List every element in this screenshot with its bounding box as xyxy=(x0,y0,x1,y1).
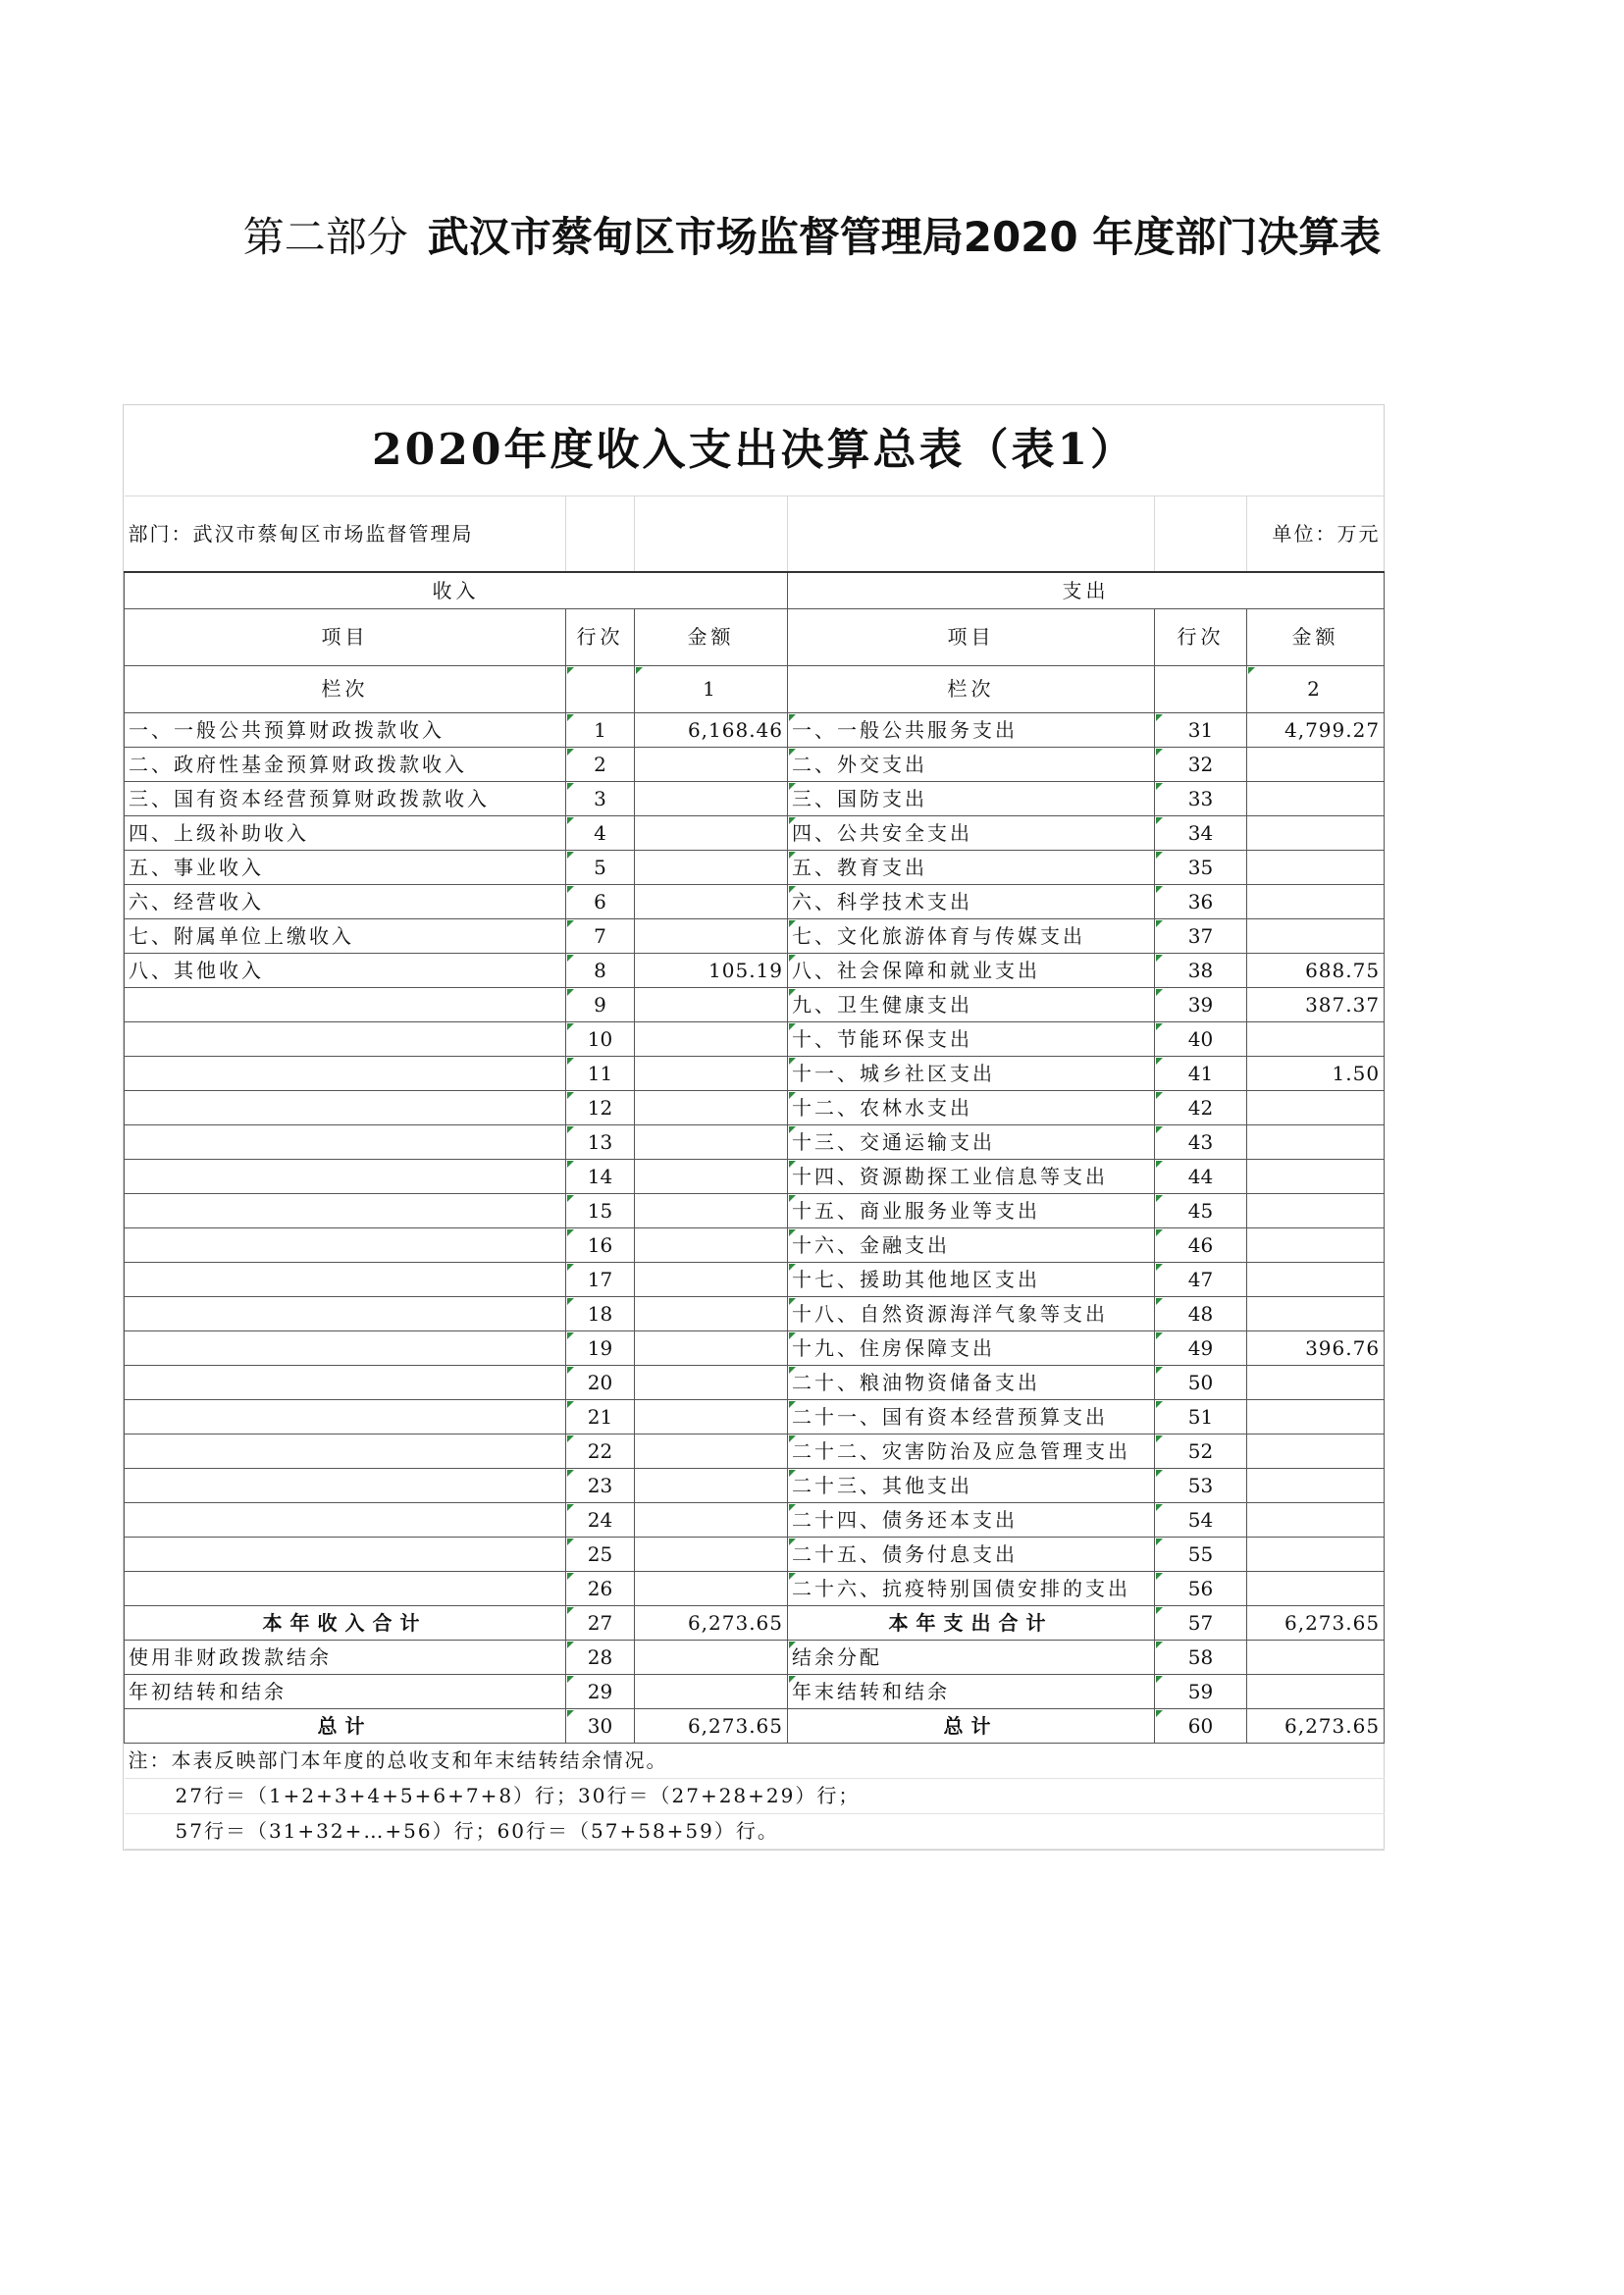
income-amount-cell xyxy=(635,850,788,884)
expense-line-cell: 50 xyxy=(1155,1365,1247,1399)
income-line-cell: 22 xyxy=(566,1434,635,1468)
income-item-cell: 三、国有资本经营预算财政拨款收入 xyxy=(125,781,566,815)
expense-item-cell: 二十四、债务还本支出 xyxy=(788,1502,1155,1537)
expense-amount-cell xyxy=(1247,918,1385,953)
expense-line-cell: 41 xyxy=(1155,1056,1247,1090)
income-amount-header: 金额 xyxy=(635,608,788,665)
expense-amount-cell xyxy=(1247,1468,1385,1502)
department-label: 部门：武汉市蔡甸区市场监督管理局 xyxy=(125,496,566,572)
expense-item-cell: 一、一般公共服务支出 xyxy=(788,712,1155,747)
income-amount-cell xyxy=(635,1640,788,1674)
income-amount-cell xyxy=(635,1124,788,1159)
income-item-cell xyxy=(125,1537,566,1571)
expense-line-cell: 56 xyxy=(1155,1571,1247,1605)
table-row xyxy=(125,815,1385,850)
income-item-cell xyxy=(125,1296,566,1330)
income-item-cell xyxy=(125,1262,566,1296)
income-amount-cell xyxy=(635,1056,788,1090)
income-line-cell: 18 xyxy=(566,1296,635,1330)
expense-item-cell: 四、公共安全支出 xyxy=(788,815,1155,850)
income-item-cell: 五、事业收入 xyxy=(125,850,566,884)
income-line-cell: 15 xyxy=(566,1193,635,1227)
income-line-cell: 6 xyxy=(566,884,635,918)
income-item-cell: 年初结转和结余 xyxy=(125,1674,566,1708)
income-amount-cell xyxy=(635,1502,788,1537)
income-line-cell: 11 xyxy=(566,1056,635,1090)
expense-amount-cell: 6,273.65 xyxy=(1247,1708,1385,1743)
income-item-cell xyxy=(125,1021,566,1056)
table-row xyxy=(125,1640,1385,1674)
income-line-cell: 7 xyxy=(566,918,635,953)
table-row xyxy=(125,781,1385,815)
expense-line-cell: 54 xyxy=(1155,1502,1247,1537)
expense-amount-cell xyxy=(1247,1399,1385,1434)
expense-section-header: 支出 xyxy=(788,572,1385,608)
table-row xyxy=(125,1571,1385,1605)
expense-amount-cell xyxy=(1247,1193,1385,1227)
expense-item-cell: 十三、交通运输支出 xyxy=(788,1124,1155,1159)
income-line-cell: 8 xyxy=(566,953,635,987)
expense-amount-cell: 387.37 xyxy=(1247,987,1385,1021)
income-item-cell xyxy=(125,1468,566,1502)
expense-amount-cell xyxy=(1247,747,1385,781)
income-amount-cell xyxy=(635,1090,788,1124)
table-note: 27行＝（1+2+3+4+5+6+7+8）行；30行＝（27+28+29）行； xyxy=(125,1778,1385,1813)
expense-item-cell: 结余分配 xyxy=(788,1640,1155,1674)
income-item-cell xyxy=(125,1365,566,1399)
expense-line-cell: 46 xyxy=(1155,1227,1247,1262)
expense-amount-cell: 6,273.65 xyxy=(1247,1605,1385,1640)
table-row xyxy=(125,953,1385,987)
income-item-cell xyxy=(125,987,566,1021)
expense-item-cell: 十七、援助其他地区支出 xyxy=(788,1262,1155,1296)
income-line-cell: 1 xyxy=(566,712,635,747)
expense-item-cell: 二十六、抗疫特别国债安排的支出 xyxy=(788,1571,1155,1605)
income-amount-cell xyxy=(635,987,788,1021)
expense-amount-cell: 1.50 xyxy=(1247,1056,1385,1090)
income-amount-cell xyxy=(635,1330,788,1365)
income-item-cell xyxy=(125,1124,566,1159)
income-amount-cell xyxy=(635,747,788,781)
expense-line-cell: 42 xyxy=(1155,1090,1247,1124)
expense-amount-cell xyxy=(1247,1537,1385,1571)
income-amount-cell xyxy=(635,815,788,850)
expense-item-cell: 八、社会保障和就业支出 xyxy=(788,953,1155,987)
income-item-cell xyxy=(125,1090,566,1124)
expense-amount-cell xyxy=(1247,781,1385,815)
income-line-cell: 4 xyxy=(566,815,635,850)
income-amount-cell: 105.19 xyxy=(635,953,788,987)
expense-line-cell: 34 xyxy=(1155,815,1247,850)
expense-line-cell: 60 xyxy=(1155,1708,1247,1743)
income-amount-cell xyxy=(635,1571,788,1605)
expense-amount-cell xyxy=(1247,1296,1385,1330)
expense-item-cell: 二十二、灾害防治及应急管理支出 xyxy=(788,1434,1155,1468)
expense-line-cell: 55 xyxy=(1155,1537,1247,1571)
expense-item-cell: 总计 xyxy=(788,1708,1155,1743)
expense-item-cell: 本年支出合计 xyxy=(788,1605,1155,1640)
expense-item-cell: 十四、资源勘探工业信息等支出 xyxy=(788,1159,1155,1193)
expense-amount-cell xyxy=(1247,1090,1385,1124)
table-row xyxy=(125,1399,1385,1434)
expense-line-cell: 39 xyxy=(1155,987,1247,1021)
expense-item-cell: 十五、商业服务业等支出 xyxy=(788,1193,1155,1227)
expense-amount-cell xyxy=(1247,1365,1385,1399)
income-amount-cell xyxy=(635,1674,788,1708)
income-item-cell: 一、一般公共预算财政拨款收入 xyxy=(125,712,566,747)
table-row xyxy=(125,1021,1385,1056)
income-item-cell: 总计 xyxy=(125,1708,566,1743)
income-amount-cell: 6,273.65 xyxy=(635,1605,788,1640)
table-row xyxy=(125,1296,1385,1330)
income-line-cell: 30 xyxy=(566,1708,635,1743)
table-row xyxy=(125,1434,1385,1468)
expense-item-cell: 十六、金融支出 xyxy=(788,1227,1155,1262)
expense-line-cell: 31 xyxy=(1155,712,1247,747)
income-amount-cell xyxy=(635,1021,788,1056)
expense-line-cell: 37 xyxy=(1155,918,1247,953)
income-amount-cell xyxy=(635,1296,788,1330)
table-note: 57行＝（31+32+…+56）行；60行＝（57+58+59）行。 xyxy=(125,1813,1385,1849)
expense-item-cell: 六、科学技术支出 xyxy=(788,884,1155,918)
expense-amount-cell xyxy=(1247,850,1385,884)
expense-item-cell: 五、教育支出 xyxy=(788,850,1155,884)
income-line-cell: 3 xyxy=(566,781,635,815)
expense-amount-cell xyxy=(1247,1502,1385,1537)
document-heading xyxy=(0,208,1624,267)
income-amount-cell xyxy=(635,918,788,953)
table-row xyxy=(125,918,1385,953)
table-row xyxy=(125,1330,1385,1365)
expense-line-cell: 47 xyxy=(1155,1262,1247,1296)
income-line-cell: 26 xyxy=(566,1571,635,1605)
income-amount-cell xyxy=(635,884,788,918)
income-line-header: 行次 xyxy=(566,608,635,665)
table-row xyxy=(125,712,1385,747)
expense-item-cell: 十一、城乡社区支出 xyxy=(788,1056,1155,1090)
income-line-cell: 28 xyxy=(566,1640,635,1674)
income-item-cell: 六、经营收入 xyxy=(125,884,566,918)
expense-line-cell: 51 xyxy=(1155,1399,1247,1434)
expense-index-number: 2 xyxy=(1247,665,1385,712)
income-amount-cell xyxy=(635,1227,788,1262)
expense-amount-cell xyxy=(1247,815,1385,850)
expense-amount-cell xyxy=(1247,1159,1385,1193)
expense-index-line xyxy=(1155,665,1247,712)
income-amount-cell xyxy=(635,1365,788,1399)
table-row xyxy=(125,1227,1385,1262)
expense-item-cell: 二、外交支出 xyxy=(788,747,1155,781)
expense-line-header: 行次 xyxy=(1155,608,1247,665)
income-amount-cell xyxy=(635,1262,788,1296)
expense-line-cell: 52 xyxy=(1155,1434,1247,1468)
income-item-cell: 二、政府性基金预算财政拨款收入 xyxy=(125,747,566,781)
income-index-number: 1 xyxy=(635,665,788,712)
income-index-label: 栏次 xyxy=(125,665,566,712)
note-row xyxy=(125,1743,1385,1778)
income-amount-cell xyxy=(635,1537,788,1571)
expense-line-cell: 44 xyxy=(1155,1159,1247,1193)
income-item-cell: 四、上级补助收入 xyxy=(125,815,566,850)
expense-amount-cell: 4,799.27 xyxy=(1247,712,1385,747)
income-line-cell: 23 xyxy=(566,1468,635,1502)
expense-item-cell: 九、卫生健康支出 xyxy=(788,987,1155,1021)
income-line-cell: 2 xyxy=(566,747,635,781)
expense-line-cell: 59 xyxy=(1155,1674,1247,1708)
expense-amount-cell xyxy=(1247,1124,1385,1159)
expense-line-cell: 53 xyxy=(1155,1468,1247,1502)
table-row xyxy=(125,1262,1385,1296)
income-line-cell: 29 xyxy=(566,1674,635,1708)
table-note: 注：本表反映部门本年度的总收支和年末结转结余情况。 xyxy=(125,1743,1385,1778)
expense-item-cell: 年末结转和结余 xyxy=(788,1674,1155,1708)
budget-summary-sheet xyxy=(123,404,1385,1851)
income-line-cell: 16 xyxy=(566,1227,635,1262)
expense-amount-cell xyxy=(1247,1262,1385,1296)
note-row xyxy=(125,1778,1385,1813)
table-row xyxy=(125,884,1385,918)
income-amount-cell xyxy=(635,1468,788,1502)
table-row xyxy=(125,1674,1385,1708)
income-line-cell: 20 xyxy=(566,1365,635,1399)
income-line-cell: 12 xyxy=(566,1090,635,1124)
expense-item-cell: 三、国防支出 xyxy=(788,781,1155,815)
income-amount-cell xyxy=(635,1434,788,1468)
expense-item-cell: 二十三、其他支出 xyxy=(788,1468,1155,1502)
expense-amount-cell xyxy=(1247,1640,1385,1674)
heading-part: 第二部分 xyxy=(242,213,408,261)
note-row xyxy=(125,1813,1385,1849)
income-line-cell: 21 xyxy=(566,1399,635,1434)
meta-empty-cell xyxy=(1155,496,1247,572)
expense-amount-cell xyxy=(1247,1571,1385,1605)
expense-amount-header: 金额 xyxy=(1247,608,1385,665)
income-item-cell: 七、附属单位上缴收入 xyxy=(125,918,566,953)
table-title: 2020年度收入支出决算总表（表1） xyxy=(125,405,1385,496)
income-item-cell xyxy=(125,1399,566,1434)
income-line-cell: 10 xyxy=(566,1021,635,1056)
income-item-cell: 本年收入合计 xyxy=(125,1605,566,1640)
income-item-cell xyxy=(125,1330,566,1365)
income-item-cell xyxy=(125,1193,566,1227)
income-item-cell xyxy=(125,1571,566,1605)
expense-item-cell: 十八、自然资源海洋气象等支出 xyxy=(788,1296,1155,1330)
income-amount-cell xyxy=(635,1159,788,1193)
table-row xyxy=(125,1193,1385,1227)
income-amount-cell xyxy=(635,1399,788,1434)
expense-item-cell: 二十一、国有资本经营预算支出 xyxy=(788,1399,1155,1434)
expense-amount-cell xyxy=(1247,1021,1385,1056)
expense-line-cell: 32 xyxy=(1155,747,1247,781)
expense-amount-cell: 688.75 xyxy=(1247,953,1385,987)
income-line-cell: 17 xyxy=(566,1262,635,1296)
table-row xyxy=(125,1159,1385,1193)
income-index-line xyxy=(566,665,635,712)
subtotal-row xyxy=(125,1605,1385,1640)
expense-line-cell: 38 xyxy=(1155,953,1247,987)
income-line-cell: 14 xyxy=(566,1159,635,1193)
expense-line-cell: 49 xyxy=(1155,1330,1247,1365)
income-section-header: 收入 xyxy=(125,572,788,608)
income-item-cell xyxy=(125,1502,566,1537)
expense-amount-cell xyxy=(1247,1227,1385,1262)
income-amount-cell xyxy=(635,781,788,815)
expense-line-cell: 58 xyxy=(1155,1640,1247,1674)
income-line-cell: 27 xyxy=(566,1605,635,1640)
income-item-cell xyxy=(125,1434,566,1468)
meta-empty-cell xyxy=(788,496,1155,572)
unit-label: 单位：万元 xyxy=(1247,496,1385,572)
expense-line-cell: 35 xyxy=(1155,850,1247,884)
heading-title: 武汉市蔡甸区市场监督管理局2020 年度部门决算表 xyxy=(427,213,1382,261)
table-row xyxy=(125,1056,1385,1090)
table-row xyxy=(125,1124,1385,1159)
expense-item-cell: 二十五、债务付息支出 xyxy=(788,1537,1155,1571)
meta-empty-cell xyxy=(566,496,635,572)
expense-amount-cell: 396.76 xyxy=(1247,1330,1385,1365)
expense-amount-cell xyxy=(1247,1674,1385,1708)
income-line-cell: 25 xyxy=(566,1537,635,1571)
grand-total-row xyxy=(125,1708,1385,1743)
expense-item-cell: 十九、住房保障支出 xyxy=(788,1330,1155,1365)
income-item-cell xyxy=(125,1159,566,1193)
budget-summary-table xyxy=(124,405,1385,1850)
expense-item-header: 项目 xyxy=(788,608,1155,665)
expense-line-cell: 57 xyxy=(1155,1605,1247,1640)
income-line-cell: 5 xyxy=(566,850,635,884)
expense-line-cell: 40 xyxy=(1155,1021,1247,1056)
expense-item-cell: 七、文化旅游体育与传媒支出 xyxy=(788,918,1155,953)
expense-line-cell: 45 xyxy=(1155,1193,1247,1227)
table-row xyxy=(125,747,1385,781)
expense-amount-cell xyxy=(1247,1434,1385,1468)
income-item-cell: 使用非财政拨款结余 xyxy=(125,1640,566,1674)
table-row xyxy=(125,1537,1385,1571)
table-row xyxy=(125,1468,1385,1502)
income-item-header: 项目 xyxy=(125,608,566,665)
income-item-cell xyxy=(125,1227,566,1262)
table-row xyxy=(125,1365,1385,1399)
expense-item-cell: 十、节能环保支出 xyxy=(788,1021,1155,1056)
table-row xyxy=(125,987,1385,1021)
table-row xyxy=(125,1502,1385,1537)
income-amount-cell xyxy=(635,1193,788,1227)
meta-empty-cell xyxy=(635,496,788,572)
expense-line-cell: 33 xyxy=(1155,781,1247,815)
expense-item-cell: 二十、粮油物资储备支出 xyxy=(788,1365,1155,1399)
expense-line-cell: 43 xyxy=(1155,1124,1247,1159)
table-row xyxy=(125,850,1385,884)
expense-item-cell: 十二、农林水支出 xyxy=(788,1090,1155,1124)
income-amount-cell: 6,273.65 xyxy=(635,1708,788,1743)
income-item-cell xyxy=(125,1056,566,1090)
income-line-cell: 24 xyxy=(566,1502,635,1537)
expense-index-label: 栏次 xyxy=(788,665,1155,712)
income-amount-cell: 6,168.46 xyxy=(635,712,788,747)
expense-amount-cell xyxy=(1247,884,1385,918)
income-line-cell: 13 xyxy=(566,1124,635,1159)
income-line-cell: 9 xyxy=(566,987,635,1021)
income-line-cell: 19 xyxy=(566,1330,635,1365)
expense-line-cell: 48 xyxy=(1155,1296,1247,1330)
income-item-cell: 八、其他收入 xyxy=(125,953,566,987)
table-row xyxy=(125,1090,1385,1124)
expense-line-cell: 36 xyxy=(1155,884,1247,918)
